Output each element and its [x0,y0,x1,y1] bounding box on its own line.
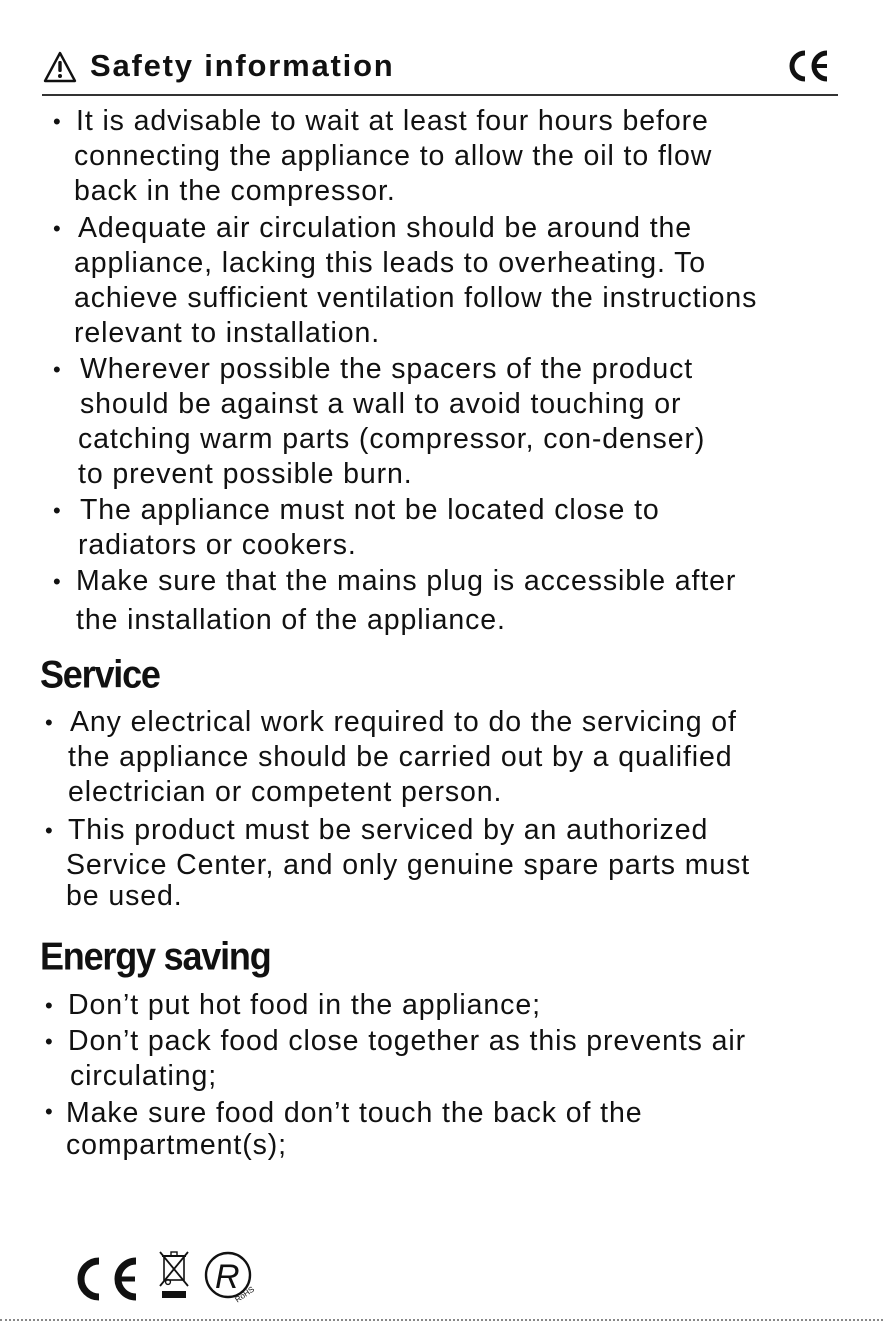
bullet: • [45,710,53,735]
text-line: compartment(s); [66,1129,287,1161]
rohs-label: RoHS [233,1284,257,1304]
text-line: achieve sufficient ventilation follow the instructions [74,282,758,314]
section-header [42,44,838,94]
text-line: to prevent possible burn. [78,458,413,490]
bullet: • [53,216,61,241]
bullet: • [45,818,53,843]
text-line: catching warm parts (compressor, con-denser) [78,423,706,455]
text-line: the installation of the appliance. [76,604,506,636]
text-line: electrician or competent person. [68,776,503,808]
text-line: connecting the appliance to allow the oil to flow [74,140,713,172]
text-line: radiators or cookers. [78,529,357,561]
ce-mark-icon [786,48,832,84]
bullet: • [53,498,61,523]
text-line: Wherever possible the spacers of the product [80,353,694,385]
ce-mark-icon [68,1254,142,1304]
text-line: Any electrical work required to do the servicing of [70,706,737,738]
text-line: Don’t pack food close together as this prevents air [68,1025,746,1057]
energy-saving-heading: Energy saving [40,934,271,979]
rohs-mark-icon [200,1248,260,1304]
text-line: should be against a wall to avoid touching or [80,388,682,420]
bullet: • [45,1029,53,1054]
text-line: It is advisable to wait at least four hours before [76,105,709,137]
text-line: Service Center, and only genuine spare parts must [66,849,751,881]
text-line: Make sure food don’t touch the back of the [66,1097,643,1129]
bullet: • [53,357,61,382]
bullet: • [53,109,61,134]
text-line: Adequate air circulation should be around the [78,212,693,244]
crossed-wheelie-bin-icon [158,1248,190,1300]
page-bottom-border [0,1319,883,1323]
warning-triangle-icon [42,50,78,84]
text-line: Don’t put hot food in the appliance; [68,989,541,1021]
text-line: back in the compressor. [74,175,396,207]
text-line: Make sure that the mains plug is accessible after [76,565,737,597]
page-title: Safety information [90,48,395,83]
bullet: • [45,1099,53,1124]
service-heading: Service [40,652,160,697]
text-line: the appliance should be carried out by a qualified [68,741,733,773]
text-line: be used. [66,880,183,912]
text-line: relevant to installation. [74,317,381,349]
text-line: The appliance must not be located close to [80,494,660,526]
rohs-r-letter: R [215,1258,240,1296]
text-line: appliance, lacking this leads to overheating. To [74,247,707,279]
bullet: • [45,993,53,1018]
text-line: This product must be serviced by an authorized [68,814,709,846]
text-line: circulating; [70,1060,218,1092]
certification-marks [68,1248,268,1304]
bullet: • [53,569,61,594]
header-divider [42,94,838,96]
